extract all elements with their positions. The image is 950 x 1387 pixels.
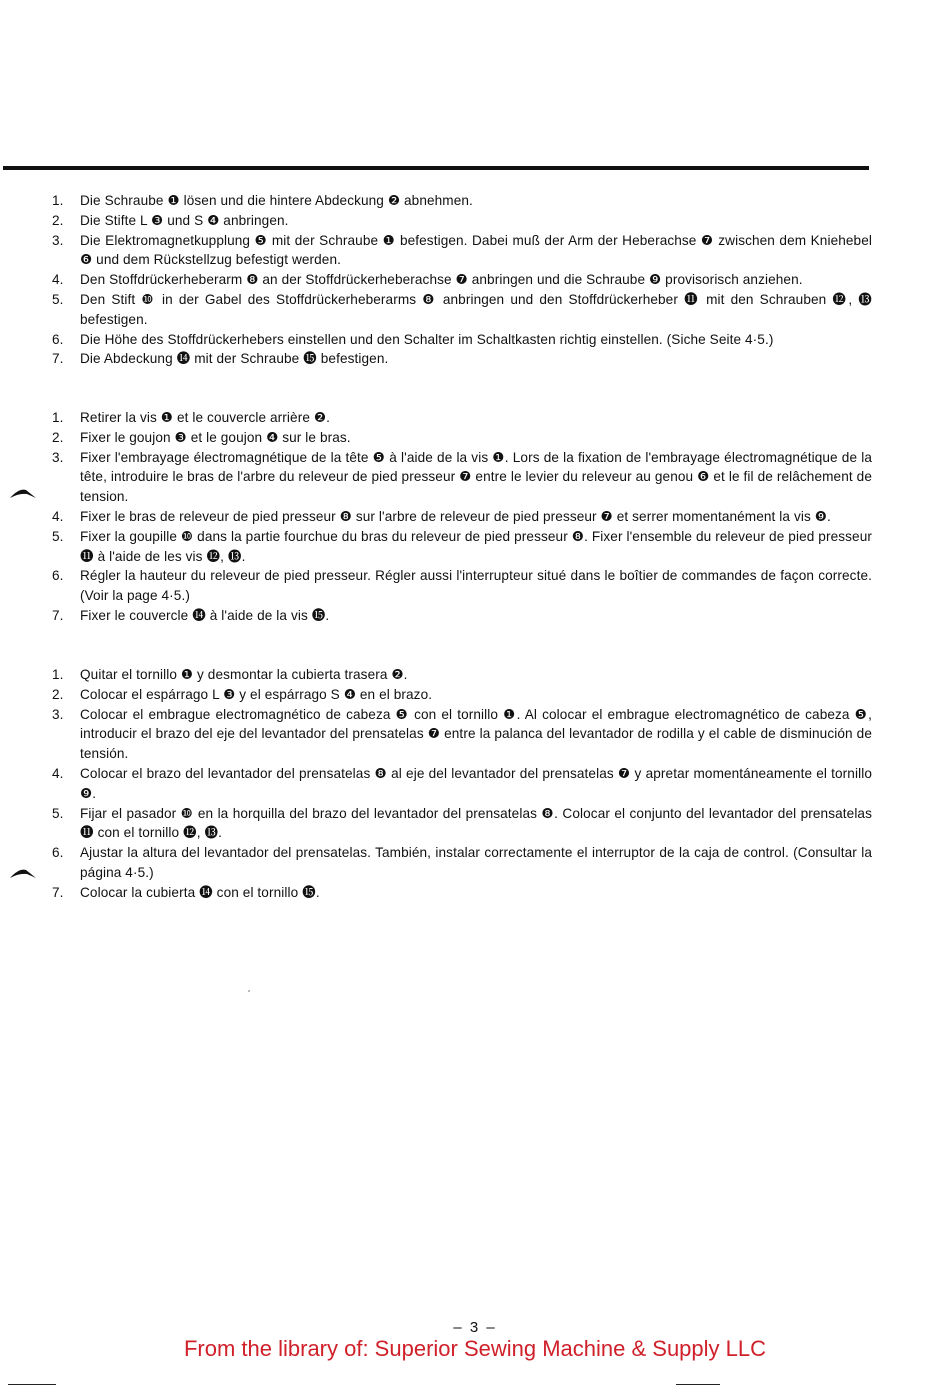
list-item: [52, 606, 872, 626]
item-text: Fixer la goupille ❿ dans la partie fourchue du bras du releveur de pied presseur ❽. Fixer l'ensemble du releveur de pied presseur ⓫ à l'aide de les vis ⓬, ⓭.: [80, 528, 872, 564]
item-text: Fijar el pasador ❿ en la horquilla del brazo del levantador del prensatelas ❽. Colocar el conjunto del levantador del prensatelas ⓫ con el tornillo ⓬, ⓭.: [80, 805, 872, 841]
list-item: [52, 330, 872, 350]
item-text: Die Höhe des Stoffdrückerhebers einstellen und den Schalter im Schaltkasten richtig einstellen. (Siche Seite 4·5.): [80, 331, 774, 347]
item-text: Die Stifte L ❸ und S ❹ anbringen.: [80, 212, 289, 228]
list-item: [52, 448, 872, 507]
item-text: Retirer la vis ❶ et le couvercle arrière ❷.: [80, 410, 331, 425]
item-number: 5.: [52, 291, 64, 307]
item-text: Quitar el tornillo ❶ y desmontar la cubierta trasera ❷.: [80, 667, 408, 682]
list-item: [52, 191, 872, 211]
section-french: [52, 408, 872, 626]
item-number: 7.: [52, 351, 64, 367]
list-item: [52, 764, 872, 804]
item-number: 1.: [52, 410, 64, 425]
list-item: [52, 349, 872, 369]
item-number: 6.: [52, 568, 64, 584]
list-item: [52, 290, 872, 330]
list-item: [52, 211, 872, 231]
section-spanish: [52, 665, 872, 903]
margin-mark-icon: [9, 866, 37, 880]
item-text: Die Abdeckung ⓮ mit der Schraube ⓯ befestigen.: [80, 351, 389, 367]
list-item: [52, 270, 872, 290]
item-text: Den Stoffdrückerheberarm ❽ an der Stoffdrückerheberachse ❼ anbringen und die Schraube ❾ provisorisch anziehen.: [80, 272, 803, 288]
scan-edge-line: [8, 1384, 56, 1385]
item-number: 6.: [52, 331, 64, 347]
list-item: [52, 527, 872, 567]
item-text: Den Stift ❿ in der Gabel des Stoffdrückerheberarms ❽ anbringen und den Stoffdrückerheber ⓫ mit den Schrauben ⓬, ⓭ befestigen.: [80, 291, 872, 327]
list-item: [52, 408, 872, 428]
list-item: [52, 883, 872, 903]
margin-mark-icon: [9, 486, 37, 500]
item-number: 4.: [52, 272, 64, 288]
list-item: [52, 428, 872, 448]
list-item: [52, 507, 872, 527]
item-number: 2.: [52, 686, 64, 702]
list-item: [52, 231, 872, 271]
list-item: [52, 685, 872, 705]
item-text: Fixer le couvercle ⓮ à l'aide de la vis ⓯.: [80, 607, 330, 623]
item-number: 6.: [52, 845, 64, 861]
item-number: 4.: [52, 765, 64, 781]
item-number: 1.: [52, 667, 64, 682]
item-text: Fixer l'embrayage électromagnétique de la tête ❺ à l'aide de la vis ❶. Lors de la fixation de l'embrayage électromagnétique de la tête, introduire le bras de l'arbre du releveur de pied presseur ❼ entre le levier du releveur au genou ❻ et le fil de relâchement de tension.: [80, 449, 872, 505]
item-text: Colocar el embrague electromagnético de cabeza ❺ con el tornillo ❶. Al colocar el embrague electromagnético de cabeza ❺, introducir el brazo del eje del levantador del prensatelas ❼ entre la palanca del levantador de rodilla y el cable de disminución de tensión.: [80, 706, 872, 762]
item-number: 5.: [52, 805, 64, 821]
item-text: Fixer le bras de releveur de pied presseur ❽ sur l'arbre de releveur de pied presseur ❼ et serrer momentanément la vis ❾.: [80, 508, 831, 524]
scan-speck: [248, 990, 250, 992]
item-number: 7.: [52, 607, 64, 623]
list-item: [52, 665, 872, 685]
item-text: Colocar el espárrago L ❸ y el espárrago S ❹ en el brazo.: [80, 686, 433, 702]
library-notice: From the library of: Superior Sewing Machine & Supply LLC: [183, 1336, 767, 1361]
section-german: [52, 191, 872, 369]
item-number: 2.: [52, 212, 64, 228]
list-item: [52, 566, 872, 606]
list-item: [52, 804, 872, 844]
item-number: 1.: [52, 193, 64, 208]
item-number: 3.: [52, 706, 64, 722]
item-number: 2.: [52, 429, 64, 445]
item-number: 5.: [52, 528, 64, 544]
list-item: [52, 705, 872, 764]
item-text: Régler la hauteur du releveur de pied presseur. Régler aussi l'interrupteur situé dans le boîtier de commandes de façon correcte. (Voir la page 4·5.): [80, 568, 872, 604]
item-text: Ajustar la altura del levantador del prensatelas. También, instalar correctamente el interruptor de la caja de control. (Consultar la página 4·5.): [80, 845, 872, 880]
item-text: Colocar el brazo del levantador del prensatelas ❽ al eje del levantador del prensatelas ❼ y apretar momentáneamente el tornillo ❾.: [80, 765, 872, 801]
item-number: 4.: [52, 508, 64, 524]
list-item: [52, 843, 872, 883]
page-number: – 3 –: [453, 1319, 497, 1336]
item-text: Die Schraube ❶ lösen und die hintere Abdeckung ❷ abnehmen.: [80, 193, 473, 208]
item-number: 7.: [52, 884, 64, 900]
item-text: Colocar la cubierta ⓮ con el tornillo ⓯.: [80, 884, 320, 900]
scan-edge-line: [676, 1384, 720, 1385]
header-rule: [3, 166, 869, 170]
item-text: Die Elektromagnetkupplung ❺ mit der Schraube ❶ befestigen. Dabei muß der Arm der Heberachse ❼ zwischen dem Kniehebel ❻ und dem Rückstellzug befestigt werden.: [80, 232, 872, 268]
item-text: Fixer le goujon ❸ et le goujon ❹ sur le bras.: [80, 429, 351, 445]
item-number: 3.: [52, 449, 64, 465]
item-number: 3.: [52, 232, 64, 248]
